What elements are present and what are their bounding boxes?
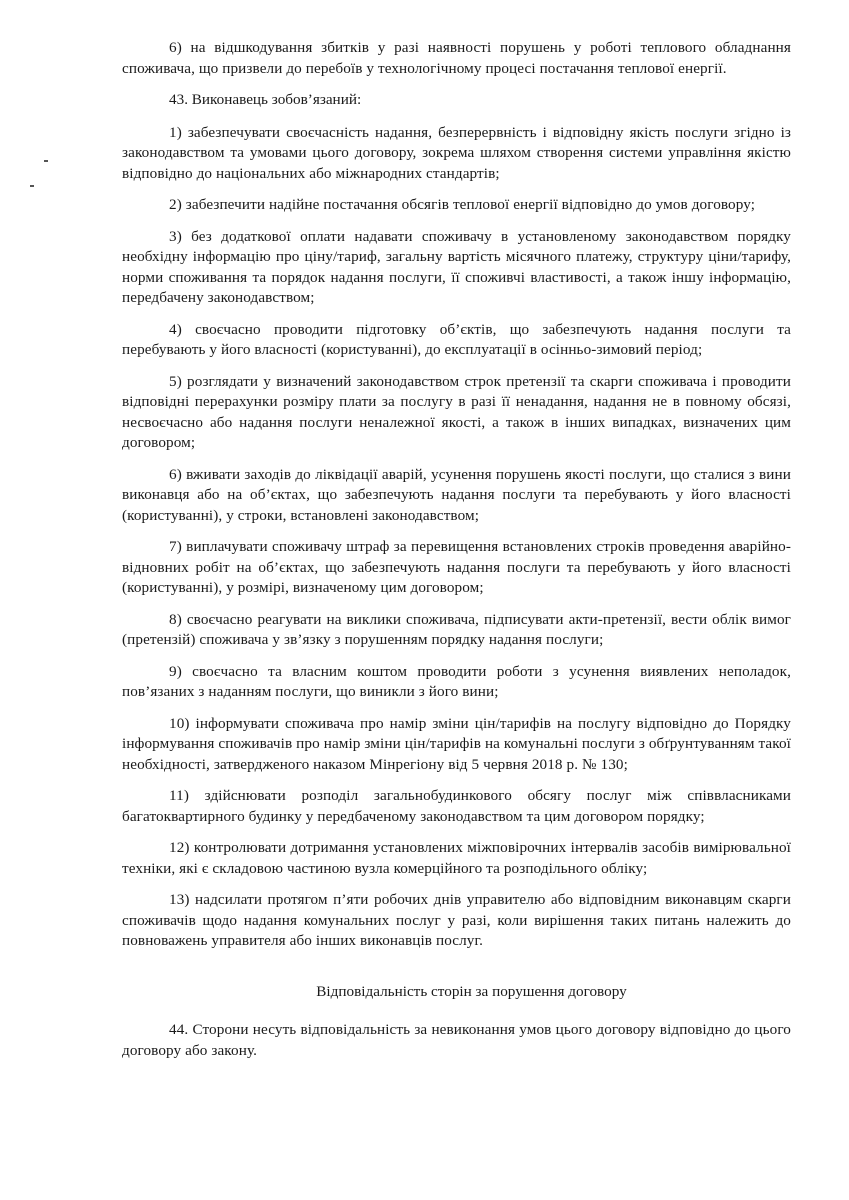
margin-mark: [44, 160, 48, 162]
clause-43-item: 11) здійснювати розподіл загальнобудинкового обсягу послуг між співвласниками багатоквартирного будинку у передбаченому законодавством та цим договором порядку;: [122, 787, 791, 825]
clause-43-item: 13) надсилати протягом п’яти робочих днів управителю або відповідним виконавцям скарги споживачів щодо надання комунальних послуг у разі, коли вирішення таких питань належить до повноважень управителя або інших виконавців послуг.: [122, 891, 791, 949]
clause-43-item: 7) виплачувати споживачу штраф за перевищення встановлених строків проведення аварійно-відновних робіт на об’єктах, що забезпечують надання послуги та перебувають у його власності (користуванні), у розмірі, визначеному цим договором;: [122, 538, 791, 596]
clause-43-item: 5) розглядати у визначений законодавством строк претензії та скарги споживача і проводити відповідні перерахунки розміру плати за послугу в разі її ненадання, надання не в повному обсязі, несвоєчасно або надання послуги неналежної якості, а також в інших випадках, визначених цим договором;: [122, 372, 791, 451]
margin-mark: [30, 185, 34, 187]
clause-43-item: 2) забезпечити надійне постачання обсягів теплової енергії відповідно до умов договору;: [169, 196, 756, 213]
clause-43-item: 6) вживати заходів до ліквідації аварій, усунення порушень якості послуги, що сталися з вини виконавця або на об’єктах, що забезпечують надання послуги та перебувають у його власності (користуванні), у строки, встановлені законодавством;: [122, 465, 791, 524]
clause-43-item: 3) без додаткової оплати надавати споживачу в установленому законодавством порядку необхідну інформацію про ціну/тариф, загальну вартість місячного платежу, структуру ціни/тарифу, норми споживання та порядок надання послуги, її споживчі властивості, а також іншу інформацію, передбачену законодавством;: [122, 227, 791, 306]
clause-43-item: 1) забезпечувати своєчасність надання, безперервність і відповідну якість послуги згідно із законодавством та умовами цього договору, зокрема шляхом створення системи управління якістю відповідно до національних або міжнародних стандартів;: [122, 123, 791, 182]
paragraph-item-6-top: 6) на відшкодування збитків у разі наявності порушень у роботі теплового обладнання споживача, що призвели до перебоїв у технологічному процесі постачання теплової енергії.: [122, 39, 791, 77]
clause-43-item: 10) інформувати споживача про намір зміни цін/тарифів на послугу відповідно до Порядку інформування споживачів про намір зміни цін/тарифів на комунальні послуги з обґрунтуванням такої необхідності, затвердженого наказом Мінрегіону від 5 червня 2018 р. № 130;: [122, 714, 791, 773]
clause-43-heading: 43. Виконавець зобов’язаний:: [169, 91, 362, 108]
clause-43-item: 12) контролювати дотримання установлених міжповірочних інтервалів засобів вимірювальної техніки, які є складовою частиною вузла комерційного та розподільного обліку;: [122, 839, 791, 877]
clause-43-item: 4) своєчасно проводити підготовку об’єктів, що забезпечують надання послуги та перебувають у його власності (користуванні), до експлуатації в осінньо-зимовий період;: [122, 320, 791, 358]
clause-43-item: 8) своєчасно реагувати на виклики споживача, підписувати акти-претензії, вести облік вимог (претензій) споживача у зв’язку з порушенням порядку надання послуги;: [122, 610, 791, 648]
clause-43-list: [122, 123, 791, 952]
clause-44: 44. Сторони несуть відповідальність за невиконання умов цього договору відповідно до цього договору або закону.: [122, 1021, 791, 1059]
section-title: Відповідальність сторін за порушення договору: [316, 982, 627, 1000]
clause-43-item: 9) своєчасно та власним коштом проводити роботи з усунення виявлених неполадок, пов’язаних з наданням послуги, що виникли з його вини;: [122, 662, 791, 700]
